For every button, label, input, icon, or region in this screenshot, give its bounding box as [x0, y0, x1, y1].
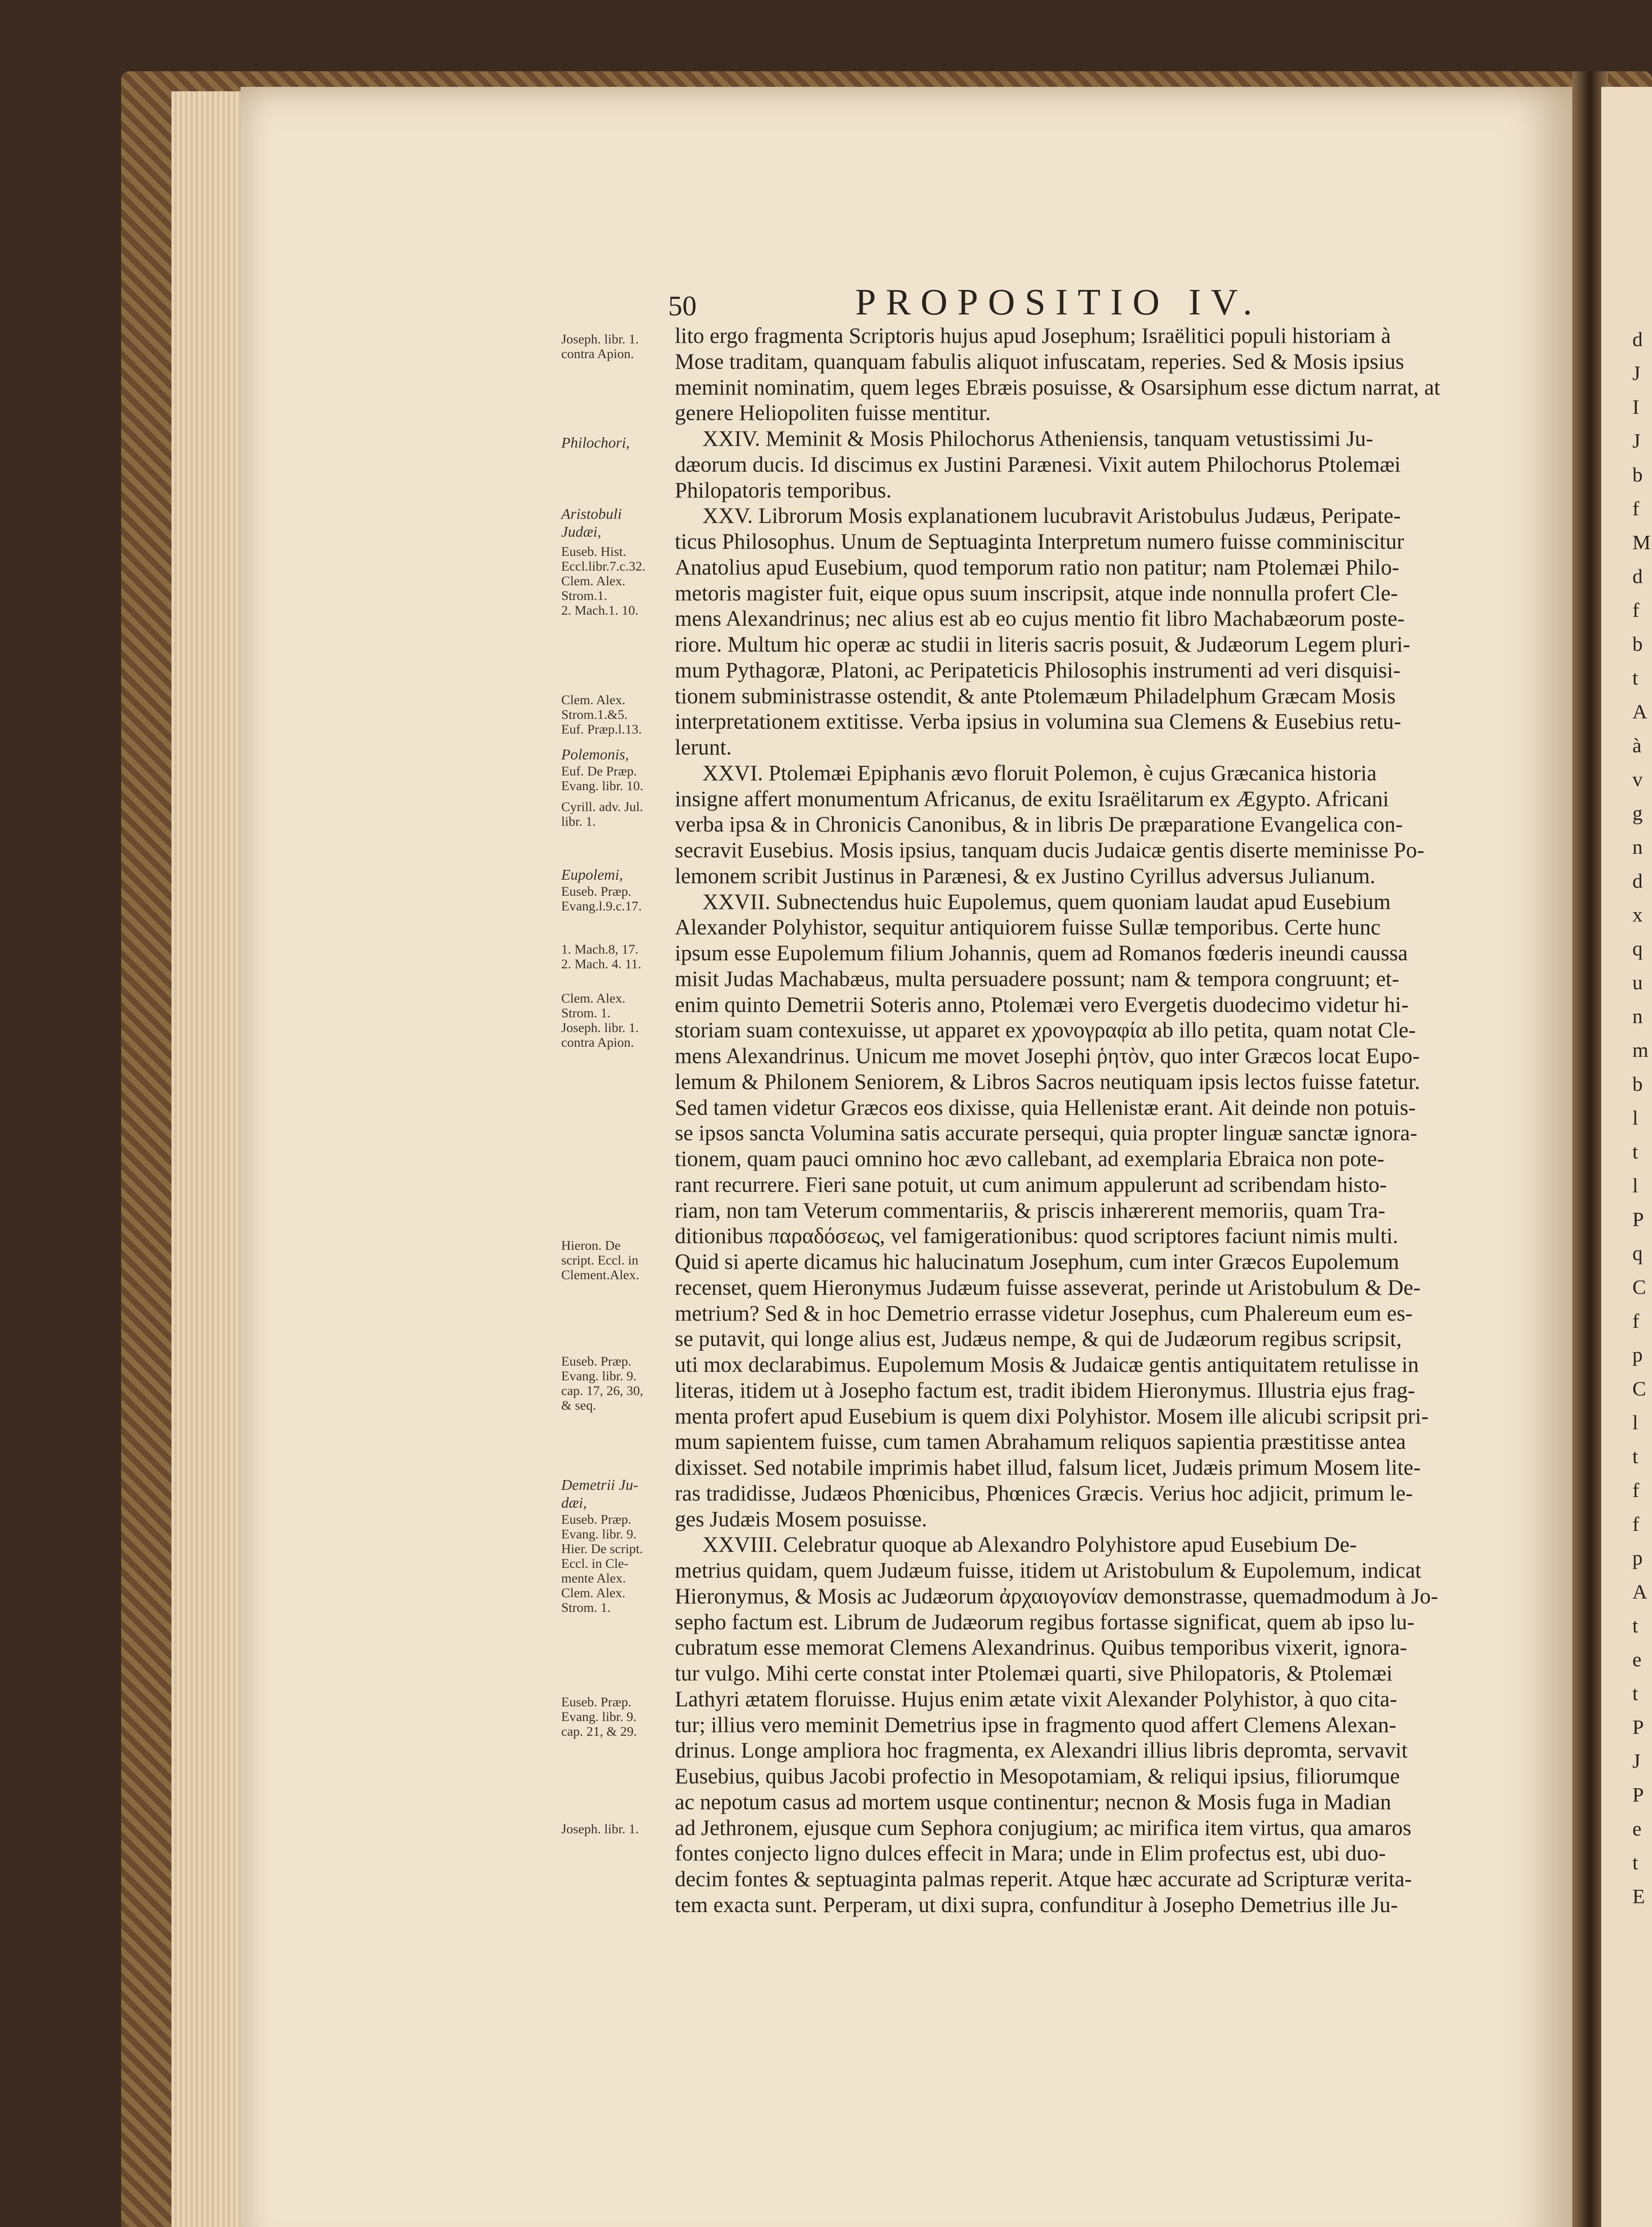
text-line: ac nepotum casus ad mortem usque continentur; necnon & Mosis fuga in Madian [675, 1789, 1391, 1814]
text-line: decim fontes & septuaginta palmas reperit. Atque hæc accurate ad Scripturæ verita- [675, 1867, 1412, 1891]
text-line: lerunt. [675, 735, 732, 759]
margin-note-line: Euf. De Præp. [561, 764, 637, 779]
text-line: Hieronymus, & Mosis ac Judæorum ἀρχαιογονίαν demonstrasse, quemadmodum à Jo- [675, 1583, 1438, 1608]
facing-page-fragment: g [1632, 802, 1643, 824]
facing-page-fragment: I [1632, 396, 1640, 418]
margin-note-line: Euseb. Hist. [561, 544, 626, 559]
margin-note-line: Strom. 1. [561, 1600, 611, 1615]
text-line: ad Jethronem, ejusque cum Sephora conjugium; ac mirifica item virtus, qua amaros [675, 1815, 1411, 1840]
margin-note-line: Evang. libr. 9. [561, 1527, 637, 1542]
text-line: riore. Multum hic operæ ac studii in literis sacris posuit, & Judæorum Legem pluri- [675, 632, 1411, 657]
text-line: Eusebius, quibus Jacobi profectio in Mesopotamiam, & reliqui ipsius, filiorumque [675, 1764, 1400, 1788]
margin-note [561, 1477, 670, 1512]
text-line: misit Judas Machabæus, multa persuadere possunt; nam & tempora congruunt; et- [675, 966, 1399, 991]
facing-page-fragment: J [1632, 429, 1640, 452]
facing-page-fragment: E [1632, 1885, 1645, 1908]
page-edges [171, 91, 243, 2227]
text-line: storiam suam contexuisse, ut apparet ex χρονογραφία ab illo petita, quam notat Cle- [675, 1018, 1416, 1043]
margin-note-line: Eccl. in Cle- [561, 1556, 628, 1571]
margin-note [561, 693, 670, 737]
page-number: 50 [668, 290, 697, 322]
margin-note-line: libr. 1. [561, 814, 596, 829]
facing-page-fragment: C [1632, 1276, 1646, 1298]
margin-note-line: cap. 21, & 29. [561, 1724, 637, 1739]
facing-page-fragment: à [1632, 734, 1642, 757]
text-line: lemum & Philonem Seniorem, & Libros Sacros neutiquam ipsis lectos fuisse fatetur. [675, 1069, 1420, 1094]
margin-note [561, 942, 670, 971]
margin-note-line: 2. Mach. 4. 11. [561, 957, 641, 971]
page-title: PROPOSITIO IV. [855, 281, 1262, 323]
facing-page-fragment: u [1632, 971, 1643, 994]
text-line: tem exacta sunt. Perperam, ut dixi supra, confunditur à Josepho Demetrius ille Ju- [675, 1892, 1398, 1917]
facing-page-fragment: t [1632, 1851, 1638, 1874]
facing-page-fragment: q [1632, 937, 1643, 960]
facing-page-fragment: l [1632, 1106, 1638, 1129]
margin-note-line: Evang. libr. 9. [561, 1369, 637, 1383]
margin-note-line: Joseph. libr. 1. [561, 1822, 639, 1836]
facing-page-fragment: d [1632, 869, 1643, 892]
text-line: ticus Philosophus. Unum de Septuaginta Interpretum numero fuisse comminiscitur [675, 529, 1404, 554]
margin-note-line: Euseb. Præp. [561, 1695, 632, 1709]
margin-note-line: 2. Mach.1. 10. [561, 603, 639, 618]
text-line: ras tradidisse, Judæos Phœnicibus, Phœnices Græcis. Verius hoc adjicit, primum le- [675, 1481, 1413, 1505]
text-line: tur vulgo. Mihi certe constat inter Ptolemæi quarti, sive Philopatoris, & Ptolemæi [675, 1661, 1393, 1685]
margin-note-line: Judæi, [561, 524, 601, 540]
margin-note-line: Clem. Alex. [561, 991, 626, 1006]
facing-page-fragment: b [1632, 1073, 1643, 1095]
facing-page-fragment: d [1632, 565, 1643, 587]
text-line: metoris magister fuit, eique opus suum inscripsit, atque inde nonnulla profert Cle- [675, 580, 1398, 605]
text-line: interpretationem extitisse. Verba ipsius in volumina sua Clemens & Eusebius retu- [675, 709, 1401, 734]
margin-note-line: Euseb. Præp. [561, 1512, 632, 1527]
facing-page-fragment: p [1632, 1343, 1643, 1366]
text-line: XXIV. Meminit & Mosis Philochorus Atheniensis, tanquam vetustissimi Ju- [702, 426, 1374, 451]
facing-page-fragment: b [1632, 632, 1643, 655]
margin-note-line: & seq. [561, 1398, 596, 1413]
margin-note-line: mente Alex. [561, 1571, 626, 1586]
text-line: Philopatoris temporibus. [675, 477, 892, 502]
margin-note [561, 544, 670, 618]
facing-page-fragment: A [1632, 1580, 1648, 1603]
margin-note [561, 1354, 670, 1413]
text-line: mens Alexandrinus; nec alius est ab eo cujus mentio fit libro Machabæorum poste- [675, 606, 1405, 631]
facing-page-fragment: p [1632, 1546, 1643, 1569]
margin-note-line: 1. Mach.8, 17. [561, 942, 639, 957]
facing-page-fragment: A [1632, 700, 1648, 723]
margin-note [561, 1695, 670, 1739]
facing-page-fragment: t [1632, 1682, 1638, 1705]
text-line: ges Judæis Mosem posuisse. [675, 1506, 927, 1531]
facing-page-fragment: P [1632, 1783, 1644, 1806]
text-line: mum sapientem fuisse, cum tamen Abrahamum reliquos sapientia præstitisse antea [675, 1429, 1406, 1454]
facing-page-fragment: f [1632, 1309, 1640, 1332]
text-line: meminit nominatim, quem leges Ebræis posuisse, & Osarsiphum esse dictum narrat, at [675, 375, 1440, 400]
text-line: Mose traditam, quanquam fabulis aliquot infuscatam, reperies. Sed & Mosis ipsius [675, 349, 1404, 374]
margin-note [561, 1822, 670, 1836]
text-line: enim quinto Demetrii Soteris anno, Ptolemæi vero Evergetis duodecimo videtur hi- [675, 992, 1409, 1017]
text-line: tionem, quam pauci omnino hoc ævo callebant, ad exemplaria Ebraica non pote- [675, 1146, 1385, 1171]
margin-note-line: Philochori, [561, 435, 630, 451]
text-line: tur; illius vero meminit Demetrius ipse in fragmento quod affert Clemens Alexan- [675, 1712, 1396, 1737]
facing-page-fragment: t [1632, 1614, 1638, 1637]
body-text [675, 323, 1483, 1918]
margin-note [561, 746, 670, 764]
text-line: dæorum ducis. Id discimus ex Justini Parænesi. Vixit autem Philochorus Ptolemæi [675, 452, 1401, 477]
margin-note [561, 799, 670, 829]
text-line: dixisset. Sed notabile imprimis habet illud, falsum licet, Judæis primum Mosem lite- [675, 1455, 1421, 1480]
margin-note-line: Strom.1.&5. [561, 707, 628, 722]
margin-note-line: Demetrii Ju- [561, 1477, 638, 1493]
facing-page-fragment: J [1632, 362, 1640, 384]
margin-note [561, 1512, 670, 1615]
facing-page-fragment: l [1632, 1174, 1638, 1197]
margin-note [561, 506, 670, 541]
text-line: XXV. Librorum Mosis explanationem lucubravit Aristobulus Judæus, Peripate- [702, 503, 1401, 528]
facing-page-fragment: f [1632, 497, 1640, 520]
facing-page-fragment: t [1632, 666, 1638, 689]
text-line: XXVI. Ptolemæi Epiphanis ævo floruit Polemon, è cujus Græcanica historia [702, 760, 1377, 785]
margin-note-line: Euf. Præp.l.13. [561, 722, 642, 737]
text-line: lito ergo fragmenta Scriptoris hujus apud Josephum; Israëlitici populi historiam à [675, 323, 1391, 348]
text-line: XXVII. Subnectendus huic Eupolemus, quem quoniam laudat apud Eusebium [702, 889, 1391, 914]
margin-note-line: Evang.l.9.c.17. [561, 899, 642, 914]
margin-note [561, 866, 670, 884]
facing-page-fragment: e [1632, 1648, 1642, 1671]
text-line: mum Pythagoræ, Platoni, ac Peripateticis Philosophis instrumenti ad veri disquisi- [675, 657, 1401, 682]
margin-note-line: Hieron. De [561, 1238, 621, 1253]
facing-page-fragment: b [1632, 463, 1643, 486]
margin-note-line: Clement.Alex. [561, 1268, 639, 1282]
margin-note-line: contra Apion. [561, 1035, 634, 1050]
text-line: Quid si aperte dicamus hic halucinatum Josephum, cum inter Græcos Eupolemum [675, 1249, 1399, 1274]
text-line: menta profert apud Eusebium is quem dixi Polyhistor. Mosem ille alicubi scripsit pri- [675, 1403, 1429, 1428]
text-line: metrium? Sed & in hoc Demetrio errasse videtur Josephus, cum Phalereum eum es- [675, 1301, 1413, 1326]
text-line: ipsum esse Eupolemum filium Johannis, quem ad Romanos fœderis ineundi caussa [675, 941, 1408, 965]
margin-note [561, 332, 670, 361]
text-line: fontes conjecto ligno dulces effecit in Mara; unde in Elim profectus est, ubi duo- [675, 1841, 1386, 1866]
text-line: recenset, quem Hieronymus Judæum fuisse asseverat, perinde ut Aristobulum & De- [675, 1275, 1421, 1300]
margin-note-line: Strom.1. [561, 588, 608, 603]
margin-note-line: Clem. Alex. [561, 574, 626, 588]
text-line: Sed tamen videtur Græcos eos dixisse, quia Hellenistæ erant. Ait deinde non potuis- [675, 1095, 1416, 1120]
margin-note-line: Aristobuli [561, 506, 622, 522]
margin-note-line: Euseb. Præp. [561, 884, 632, 899]
margin-note-line: Clem. Alex. [561, 1586, 626, 1600]
text-line: ditionibus παραδόσεως, vel famigerationibus: quod scriptores faciunt nimis multi. [675, 1224, 1399, 1248]
text-line: sepho factum est. Librum de Judæorum regibus fortasse significat, quem ab ipso lu- [675, 1609, 1415, 1634]
text-line: cubratum esse memorat Clemens Alexandrinus. Quibus temporibus vixerit, ignora- [675, 1635, 1407, 1660]
margin-note [561, 991, 670, 1050]
text-line: Alexander Polyhistor, sequitur antiquiorem fuisse Sullæ temporibus. Certe hunc [675, 915, 1381, 940]
text-line: Lathyri ætatem floruisse. Hujus enim ætate vixit Alexander Polyhistor, à quo cita- [675, 1686, 1397, 1711]
text-line: riam, non tam Veterum commentariis, & priscis inhærerent memoriis, quam Tra- [675, 1198, 1386, 1223]
facing-page-fragment: f [1632, 599, 1640, 621]
facing-page-fragment: P [1632, 1208, 1644, 1231]
text-line: se putavit, qui longe alius est, Judæus nempe, & qui de Judæorum regibus scripsit, [675, 1326, 1402, 1351]
margin-note [561, 1238, 670, 1282]
text-line: mens Alexandrinus. Unicum me movet Josephi ῥητὸν, quo inter Græcos locat Eupo- [675, 1044, 1420, 1068]
facing-page-fragment: m [1632, 1039, 1648, 1061]
facing-page-fragment: P [1632, 1716, 1644, 1738]
facing-page-fragment: l [1632, 1411, 1638, 1434]
text-line: Anatolius apud Eusebium, quod temporum ratio non patitur; nam Ptolemæi Philo- [675, 555, 1399, 579]
text-line: verba ipsa & in Chronicis Canonibus, & in libris De præparatione Evangelica con- [675, 812, 1403, 837]
margin-note [561, 764, 670, 793]
text-line: insigne affert monumentum Africanus, de exitu Israëlitarum ex Ægypto. Africani [675, 786, 1389, 811]
margin-note-line: Polemonis, [561, 746, 629, 763]
margin-note-line: dæi, [561, 1495, 587, 1511]
text-line: uti mox declarabimus. Eupolemum Mosis & Judaicæ gentis antiquitatem retulisse in [675, 1352, 1419, 1377]
text-line: secravit Eusebius. Mosis ipsius, tanquam ducis Judaicæ gentis diserte meminisse Po- [675, 838, 1424, 862]
margin-note-line: contra Apion. [561, 347, 634, 361]
margin-note-line: Evang. libr. 10. [561, 779, 644, 793]
text-line: literas, itidem ut à Josepho factum est, tradit ibidem Hieronymus. Illustria ejus frag- [675, 1378, 1415, 1403]
text-line: tionem subministrasse ostendit, & ante Ptolemæum Philadelphum Græcam Mosis [675, 683, 1396, 708]
margin-note-line: cap. 17, 26, 30, [561, 1383, 644, 1398]
margin-note-line: Cyrill. adv. Jul. [561, 799, 643, 814]
facing-page-fragment: d [1632, 328, 1643, 351]
margin-note-line: Clem. Alex. [561, 693, 626, 707]
margin-note-line: Strom. 1. [561, 1006, 611, 1020]
text-line: XXVIII. Celebratur quoque ab Alexandro Polyhistore apud Eusebium De- [702, 1532, 1357, 1557]
text-line: genere Heliopoliten fuisse mentitur. [675, 400, 991, 425]
margin-note [561, 434, 670, 452]
facing-page-fragment: q [1632, 1242, 1643, 1264]
margin-note-line: Evang. libr. 9. [561, 1709, 637, 1724]
facing-page-fragment: x [1632, 903, 1643, 926]
text-line: se ipsos sancta Volumina satis accurate persequi, quia propter linguæ sanctæ ignora- [675, 1121, 1418, 1146]
text-line: metrius quidam, quem Judæum fuisse, itidem ut Aristobulum & Eupolemum, indicat [675, 1558, 1421, 1583]
facing-page-fragment: C [1632, 1377, 1646, 1400]
facing-page-fragment: t [1632, 1140, 1638, 1163]
margin-note-line: Joseph. libr. 1. [561, 332, 639, 347]
margin-note-line: Joseph. libr. 1. [561, 1020, 639, 1035]
text-line: lemonem scribit Justinus in Parænesi, & ex Justino Cyrillus adversus Julianum. [675, 863, 1375, 888]
margin-note-line: Eccl.libr.7.c.32. [561, 559, 646, 574]
text-line: rant recurrere. Fieri sane potuit, ut cum animum appulerunt ad scribendam histo- [675, 1172, 1387, 1197]
facing-page-fragment: v [1632, 768, 1643, 791]
margin-note-line: script. Eccl. in [561, 1253, 639, 1268]
margin-note [561, 884, 670, 914]
facing-page-fragment: n [1632, 836, 1643, 858]
facing-page-fragment: M [1632, 531, 1651, 554]
margin-note-line: Hier. De script. [561, 1542, 643, 1556]
margin-note-line: Eupolemi, [561, 867, 623, 883]
facing-page-fragment: t [1632, 1445, 1638, 1468]
facing-page-fragment: e [1632, 1817, 1642, 1840]
facing-page-fragment: n [1632, 1005, 1643, 1028]
facing-page-fragment: f [1632, 1479, 1640, 1501]
facing-page-fragment: J [1632, 1750, 1640, 1772]
facing-page-fragment: f [1632, 1513, 1640, 1535]
facing-page-edge [1601, 87, 1652, 2227]
margin-note-line: Euseb. Præp. [561, 1354, 632, 1369]
text-line: drinus. Longe ampliora hoc fragmenta, ex Alexandri illius libris depromta, servavit [675, 1738, 1408, 1763]
